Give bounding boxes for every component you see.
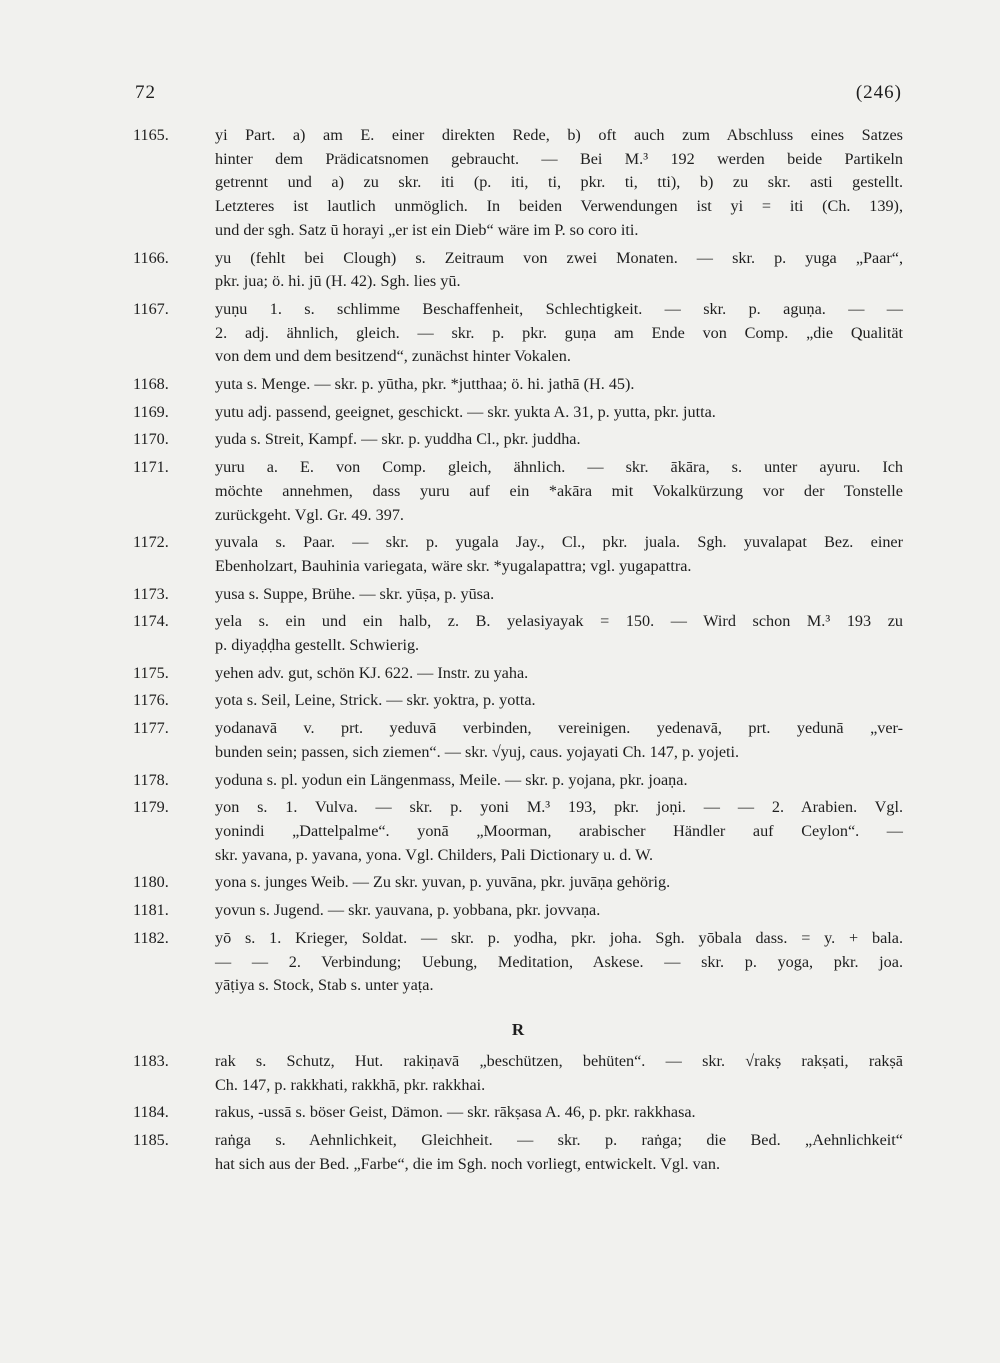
entry-text bbox=[215, 899, 903, 923]
entry-text bbox=[215, 531, 903, 578]
dictionary-entry bbox=[133, 1101, 903, 1125]
entry-line: yodanavā v. prt. yeduvā verbinden, vereinigen. yedenavā, prt. yedunā „ver- bbox=[215, 719, 903, 738]
entry-number: 1165. bbox=[133, 126, 169, 144]
entry-line: und der sgh. Satz ū horayi „er ist ein Dieb“ wäre im P. so coro iti. bbox=[215, 220, 639, 239]
section-heading: R bbox=[511, 1019, 525, 1039]
entry-number: 1175. bbox=[133, 663, 169, 682]
entry-line: yuda s. Streit, Kampf. — skr. p. yuddha Cl., pkr. juddha. bbox=[215, 430, 581, 449]
entry-number: 1171. bbox=[133, 458, 169, 477]
dictionary-entry bbox=[133, 583, 903, 607]
entry-line: — — 2. Verbindung; Uebung, Meditation, Askese. — skr. p. yoga, pkr. joa. bbox=[215, 952, 903, 971]
entry-text bbox=[215, 610, 903, 657]
entry-list-r bbox=[133, 1050, 903, 1177]
entry-line: yutu adj. passend, geeignet, geschickt. — skr. yukta A. 31, p. yutta, pkr. jutta. bbox=[215, 402, 716, 421]
entry-line: hat sich aus der Bed. „Farbe“, die im Sgh. noch vorliegt, entwickelt. Vgl. van. bbox=[215, 1154, 720, 1173]
entry-text bbox=[215, 717, 903, 764]
entry-number: 1176. bbox=[133, 691, 169, 710]
dictionary-entry bbox=[133, 769, 903, 793]
entry-text bbox=[215, 298, 903, 369]
entry-line: 2. adj. ähnlich, gleich. — skr. p. pkr. guṇa am Ende von Comp. „die Qualität bbox=[215, 323, 903, 342]
page-reference: (246) bbox=[855, 82, 902, 103]
entry-text bbox=[215, 401, 903, 425]
dictionary-entry bbox=[133, 1050, 903, 1097]
dictionary-entry bbox=[133, 401, 903, 425]
entry-number: 1169. bbox=[133, 402, 169, 421]
entry-line: Ebenholzart, Bauhinia variegata, wäre skr. *yugalapattra; vgl. yugapattra. bbox=[215, 556, 692, 575]
entry-line: skr. yavana, p. yavana, yona. Vgl. Childers, Pali Dictionary u. d. W. bbox=[215, 845, 654, 864]
entry-text bbox=[215, 871, 903, 895]
dictionary-entry bbox=[133, 610, 903, 657]
entry-line: getrennt und a) zu skr. iti (p. iti, ti, pkr. ti, tti), b) zu skr. asti gestellt. bbox=[215, 173, 903, 192]
entry-line: zurückgeht. Vgl. Gr. 49. 397. bbox=[215, 505, 404, 524]
entry-text bbox=[215, 373, 903, 397]
entry-text bbox=[215, 456, 903, 527]
entry-line: yota s. Seil, Leine, Strick. — skr. yoktra, p. yotta. bbox=[215, 691, 536, 710]
entry-line: yuṇu 1. s. schlimme Beschaffenheit, Schlechtigkeit. — skr. p. aguṇa. — — bbox=[215, 299, 903, 318]
dictionary-entry bbox=[133, 124, 903, 243]
entry-text bbox=[215, 1101, 903, 1125]
entry-line: yuvala s. Paar. — skr. p. yugala Jay., Cl., pkr. juala. Sgh. yuvalapat Bez. einer bbox=[215, 533, 903, 552]
entry-line: rakus, -ussā s. böser Geist, Dämon. — skr. rākṣasa A. 46, p. pkr. rakkhasa. bbox=[215, 1103, 696, 1122]
entry-text bbox=[215, 1129, 903, 1176]
dictionary-entry bbox=[133, 531, 903, 578]
dictionary-entry bbox=[133, 662, 903, 686]
entry-line: yoduna s. pl. yodun ein Längenmass, Meile. — skr. p. yojana, pkr. joaṇa. bbox=[215, 770, 688, 789]
dictionary-entry bbox=[133, 1129, 903, 1176]
entry-number: 1181. bbox=[133, 901, 169, 920]
entry-line: rak s. Schutz, Hut. rakiṇavā „beschützen, behüten“. — skr. √rakṣ rakṣati, rakṣā bbox=[215, 1051, 903, 1070]
entry-text bbox=[215, 1050, 903, 1097]
entry-line: pkr. jua; ö. hi. jū (H. 42). Sgh. lies yū. bbox=[215, 272, 461, 291]
entry-line: yusa s. Suppe, Brühe. — skr. yūṣa, p. yūsa. bbox=[215, 584, 495, 603]
entry-line: yuru a. E. von Comp. gleich, ähnlich. — skr. ākāra, s. unter ayuru. Ich bbox=[215, 458, 903, 477]
entry-number: 1177. bbox=[133, 719, 169, 738]
entry-number: 1179. bbox=[133, 798, 169, 817]
dictionary-entry bbox=[133, 373, 903, 397]
entry-line: bunden sein; passen, sich ziemen“. — skr. √yuj, caus. yojayati Ch. 147, p. yojeti. bbox=[215, 742, 740, 761]
dictionary-entry bbox=[133, 689, 903, 713]
entry-text bbox=[215, 583, 903, 607]
dictionary-entry bbox=[133, 871, 903, 895]
entry-line: Letzteres ist lautlich unmöglich. In beiden Verwendungen ist yi = iti (Ch. 139), bbox=[215, 197, 903, 216]
entry-line: hinter dem Prädicatsnomen gebraucht. — Bei M.³ 192 werden beide Partikeln bbox=[215, 149, 903, 168]
dictionary-entry bbox=[133, 717, 903, 764]
dictionary-entry bbox=[133, 927, 903, 998]
entry-number: 1166. bbox=[133, 248, 169, 267]
entry-line: yela s. ein und ein halb, z. B. yelasiyayak = 150. — Wird schon M.³ 193 zu bbox=[215, 612, 903, 631]
entry-line: p. diyaḍḍha gestellt. Schwierig. bbox=[215, 636, 420, 655]
entry-number: 1178. bbox=[133, 770, 169, 789]
entry-line: raṅga s. Aehnlichkeit, Gleichheit. — skr. p. raṅga; die Bed. „Aehnlichkeit“ bbox=[215, 1131, 903, 1150]
entry-line: yuta s. Menge. — skr. p. yūtha, pkr. *jutthaa; ö. hi. jathā (H. 45). bbox=[215, 375, 635, 394]
entry-line: yovun s. Jugend. — skr. yauvana, p. yobbana, pkr. jovvaṇa. bbox=[215, 901, 601, 920]
entry-line: yi Part. a) am E. einer direkten Rede, b) oft auch zum Abschluss eines Satzes bbox=[215, 126, 903, 144]
entry-text bbox=[215, 769, 903, 793]
dictionary-entry bbox=[133, 298, 903, 369]
dictionary-entry bbox=[133, 456, 903, 527]
entry-text bbox=[215, 428, 903, 452]
entry-number: 1174. bbox=[133, 612, 169, 631]
entry-line: yu (fehlt bei Clough) s. Zeitraum von zwei Monaten. — skr. p. yuga „Paar“, bbox=[215, 248, 903, 267]
entry-number: 1173. bbox=[133, 584, 169, 603]
entry-text bbox=[215, 689, 903, 713]
entry-line: von dem und dem besitzend“, zunächst hinter Vokalen. bbox=[215, 347, 571, 366]
dictionary-entry bbox=[133, 899, 903, 923]
entries-container bbox=[133, 124, 903, 1180]
entry-line: yona s. junges Weib. — Zu skr. yuvan, p. yuvāna, pkr. juvāṇa gehörig. bbox=[215, 873, 671, 892]
entry-number: 1182. bbox=[133, 928, 169, 947]
entry-number: 1184. bbox=[133, 1103, 169, 1122]
entry-number: 1167. bbox=[133, 299, 169, 318]
entry-line: yehen adv. gut, schön KJ. 622. — Instr. zu yaha. bbox=[215, 663, 529, 682]
entry-number: 1170. bbox=[133, 430, 169, 449]
entry-line: yon s. 1. Vulva. — skr. p. yoni M.³ 193, pkr. joṇi. — — 2. Arabien. Vgl. bbox=[215, 798, 903, 817]
entry-line: yō s. 1. Krieger, Soldat. — skr. p. yodha, pkr. joha. Sgh. yōbala dass. = y. + bala. bbox=[215, 928, 903, 947]
entry-line: möchte annehmen, dass yuru auf ein *akāra mit Vokalkürzung vor der Tonstelle bbox=[215, 481, 903, 500]
dictionary-entry bbox=[133, 247, 903, 294]
entry-text bbox=[215, 247, 903, 294]
entry-text bbox=[215, 124, 903, 243]
entry-number: 1168. bbox=[133, 375, 169, 394]
entry-text bbox=[215, 796, 903, 867]
entry-line: yonindi „Dattelpalme“. yonā „Moorman, arabischer Händler auf Ceylon“. — bbox=[215, 821, 903, 840]
entry-number: 1172. bbox=[133, 533, 169, 552]
entry-line: Ch. 147, p. rakkhati, rakkhā, pkr. rakkhai. bbox=[215, 1075, 486, 1094]
entry-line: yāṭiya s. Stock, Stab s. unter yaṭa. bbox=[215, 976, 434, 995]
entry-list-y bbox=[133, 124, 903, 998]
dictionary-entry bbox=[133, 796, 903, 867]
page-number: 72 bbox=[135, 82, 156, 103]
entry-number: 1180. bbox=[133, 873, 169, 892]
entry-number: 1185. bbox=[133, 1131, 169, 1150]
entry-text bbox=[215, 927, 903, 998]
entry-text bbox=[215, 662, 903, 686]
entry-number: 1183. bbox=[133, 1051, 169, 1070]
dictionary-entry bbox=[133, 428, 903, 452]
